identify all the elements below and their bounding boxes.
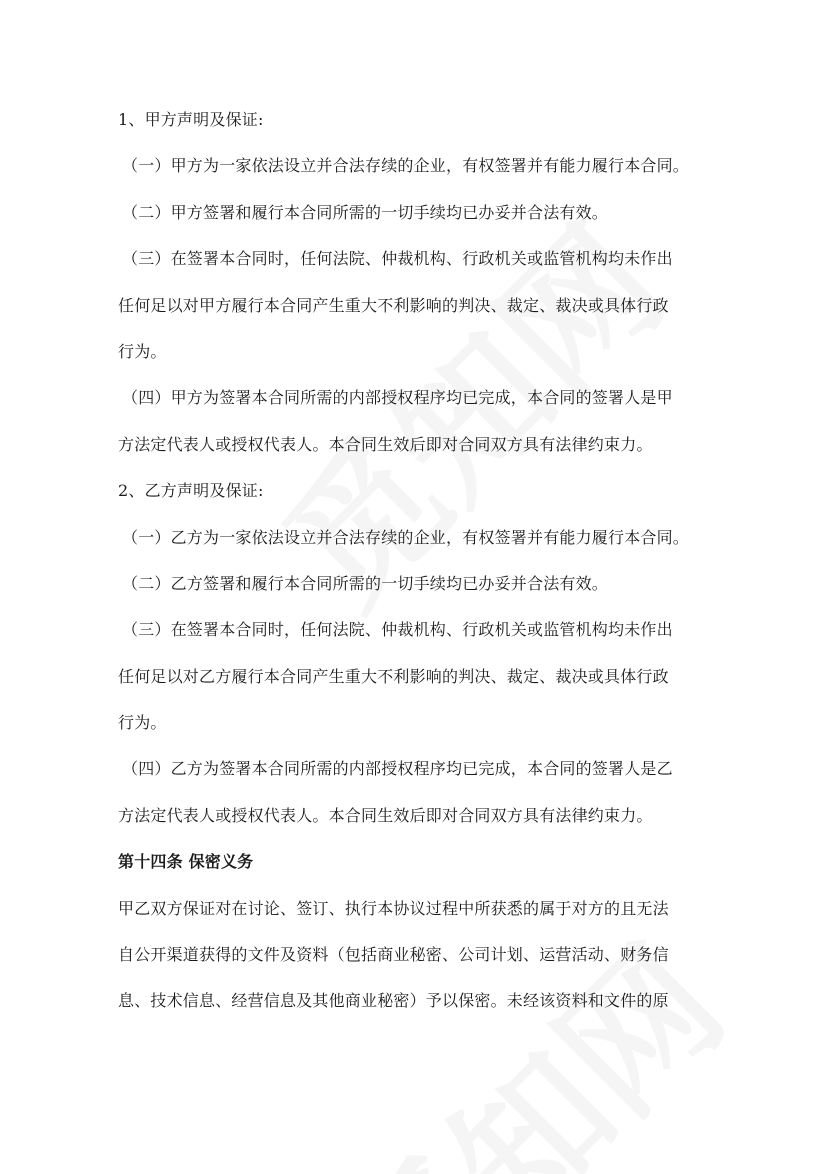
paragraph-line: 息、技术信息、经营信息及其他商业秘密）予以保密。未经该资料和文件的原 (118, 991, 669, 1011)
paragraph-line: 方法定代表人或授权代表人。本合同生效后即对合同双方具有法律约束力。 (118, 434, 653, 454)
paragraph-line: （二）甲方签署和履行本合同所需的一切手续均已办妥并合法有效。 (122, 202, 609, 222)
paragraph-line: 任何足以对乙方履行本合同产生重大不利影响的判决、裁定、裁决或具体行政 (118, 666, 669, 686)
paragraph-line: 甲乙双方保证对在讨论、签订、执行本协议过程中所获悉的属于对方的且无法 (118, 898, 669, 918)
paragraph-line: 自公开渠道获得的文件及资料（包括商业秘密、公司计划、运营活动、财务信 (118, 945, 669, 965)
paragraph-line: （一）甲方为一家依法设立并合法存续的企业，有权签署并有能力履行本合同。 (122, 156, 690, 176)
paragraph-line: 任何足以对甲方履行本合同产生重大不利影响的判决、裁定、裁决或具体行政 (118, 295, 669, 315)
document-body (118, 97, 718, 1025)
paragraph-line: （二）乙方签署和履行本合同所需的一切手续均已办妥并合法有效。 (122, 573, 609, 593)
paragraph-line: （四）甲方为签署本合同所需的内部授权程序均已完成，本合同的签署人是甲 (122, 388, 673, 408)
section-title: 第十四条 保密义务 (118, 852, 254, 872)
clause-heading: 2、乙方声明及保证: (118, 481, 264, 501)
paragraph-line: （四）乙方为签署本合同所需的内部授权程序均已完成，本合同的签署人是乙 (122, 759, 673, 779)
paragraph-line: （三）在签署本合同时，任何法院、仲裁机构、行政机关或监管机构均未作出 (122, 249, 673, 269)
paragraph-line: （三）在签署本合同时，任何法院、仲裁机构、行政机关或监管机构均未作出 (122, 620, 673, 640)
paragraph-line: 行为。 (118, 341, 167, 361)
paragraph-line: 方法定代表人或授权代表人。本合同生效后即对合同双方具有法律约束力。 (118, 805, 653, 825)
paragraph-line: 行为。 (118, 713, 167, 733)
paragraph-line: （一）乙方为一家依法设立并合法存续的企业，有权签署并有能力履行本合同。 (122, 527, 690, 547)
clause-heading: 1、甲方声明及保证: (118, 110, 264, 129)
